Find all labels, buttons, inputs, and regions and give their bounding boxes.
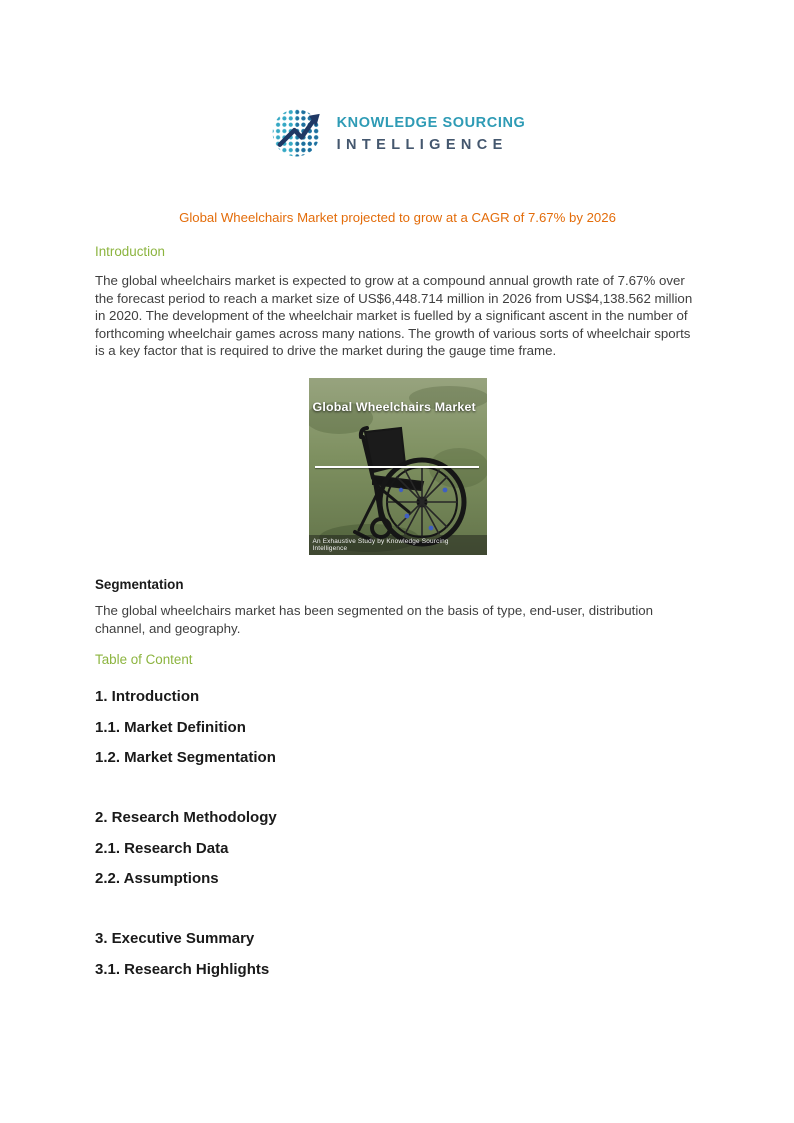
toc-item: 1. Introduction — [95, 688, 200, 706]
toc-item: 2.1. Research Data — [95, 839, 229, 857]
toc-item: 3.1. Research Highlights — [95, 960, 270, 978]
segmentation-heading: Segmentation — [95, 576, 184, 592]
logo-line1: KNOWLEDGE SOURCING — [336, 114, 526, 131]
introduction-heading: Introduction — [95, 244, 165, 259]
hero-overlay-caption: An Exhaustive Study by Knowledge Sourcing Intelligence — [309, 535, 487, 555]
hero-image — [309, 378, 487, 555]
hero-divider-line — [315, 466, 479, 468]
toc-item: 3. Executive Summary — [95, 930, 255, 948]
globe-arrow-logo-icon — [269, 103, 327, 166]
segmentation-paragraph: The global wheelchairs market has been segmented on the basis of type, end-user, distribution channel, and geography. — [95, 602, 654, 636]
logo-text — [337, 114, 526, 155]
toc-item: 2.2. Assumptions — [95, 870, 219, 888]
hero-overlay-title: Global Wheelchairs Market — [312, 399, 476, 414]
logo-line2: INTELLIGENCE — [336, 136, 508, 153]
company-logo — [0, 0, 794, 166]
toc-item: 1.1. Market Definition — [95, 718, 246, 736]
toc-item: 2. Research Methodology — [95, 809, 277, 827]
toc-heading: Table of Content — [95, 652, 193, 668]
page-title: Global Wheelchairs Market projected to grow at a CAGR of 7.67% by 2026 — [179, 210, 616, 225]
table-of-content — [95, 688, 700, 979]
introduction-paragraph: The global wheelchairs market is expected to grow at a compound annual growth rate of 7.67% over the forecast period to reach a market size of US$6,448.714 million in 2026 from US$4,138.562 million in 2020. The development of the wheelchair market is fuelled by a significant ascent in the number of forthcoming wheelchair games across many nations. The growth of various sorts of wheelchair sports is a key factor that is required to drive the market during the gauge time frame. — [95, 273, 693, 359]
toc-item: 1.2. Market Segmentation — [95, 749, 276, 767]
